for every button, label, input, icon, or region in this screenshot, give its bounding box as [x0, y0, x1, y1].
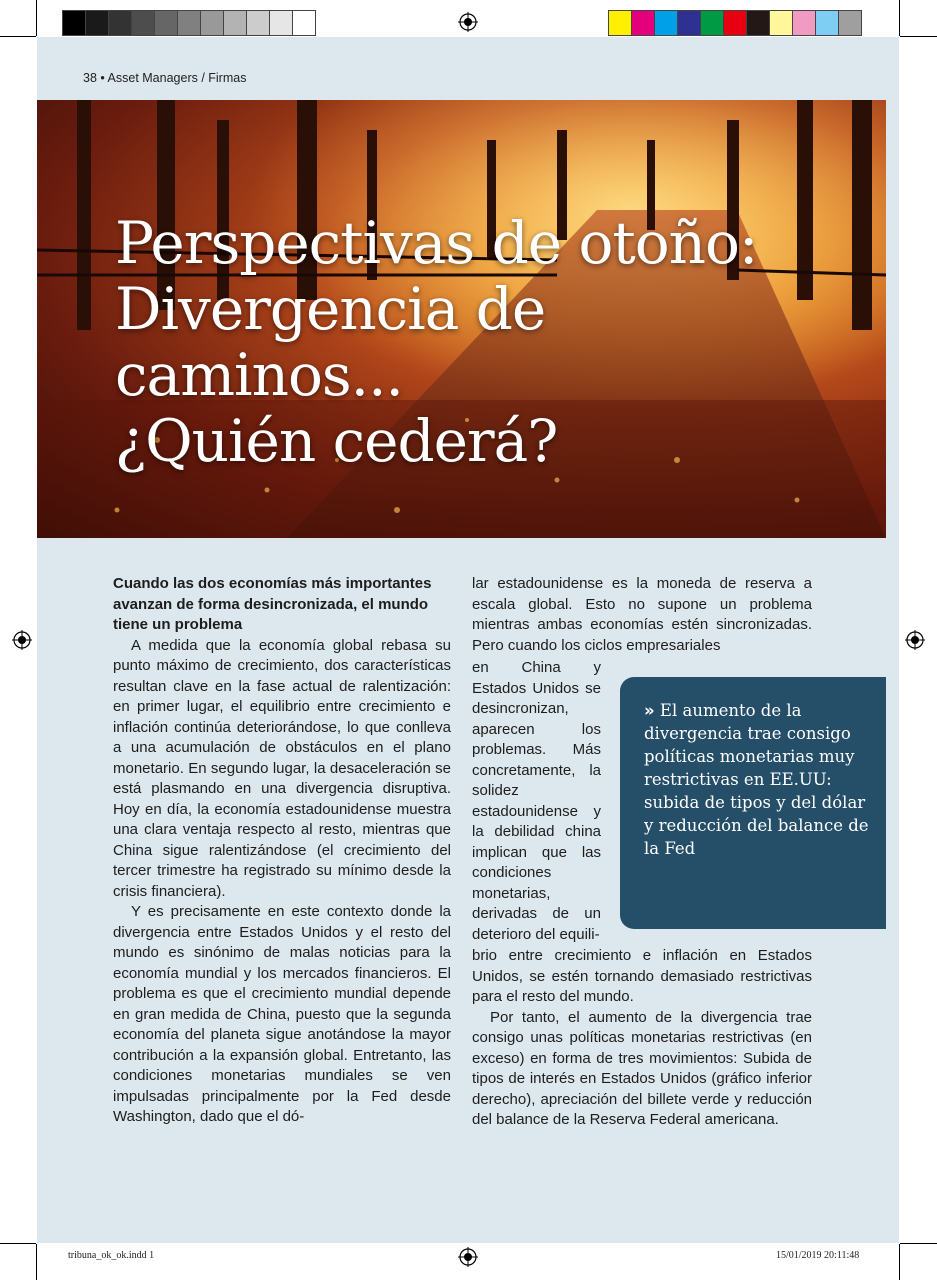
body-column-left [113, 574, 451, 1128]
pull-quote-text: El aumento de la divergencia trae consigo políticas monetarias muy restrictivas en EE.UU: subida de tipos y del dólar y reducción del balance de la Fed [644, 701, 869, 858]
body-column-right-bottom [472, 946, 812, 1131]
body-paragraph: brio entre crecimiento e inflación en Estados Unidos, se estén tornando demasiado restrictivas para el resto del mundo. [472, 947, 812, 1005]
color-swatch [700, 10, 724, 36]
body-paragraph: A medida que la economía global rebasa su punto máximo de crecimiento, dos características resultan clave en la fase actual de ralentización: en primer lugar, el equilibrio entre crecimiento e inflación continúa deteriorándose, lo que conlleva a una acumulación de obstáculos en el plano monetario. En segundo lugar, la desaceleración se está plasmando en una divergencia disruptiva. Hoy en día, la economía estadounidense muestra una clara ventaja respecto al resto, mientras que China sigue ralentizándose (el crecimiento del tercer trimestre ha registrado su mínimo desde la crisis financiera). [113, 636, 451, 900]
registration-mark-icon [458, 1247, 478, 1267]
grayscale-color-bar [62, 10, 315, 36]
magazine-page [37, 37, 899, 1243]
crop-mark [0, 1243, 36, 1244]
registration-mark-icon [458, 12, 478, 32]
pull-quote [620, 677, 886, 929]
color-swatch [815, 10, 839, 36]
color-swatch [62, 10, 86, 36]
color-swatch [631, 10, 655, 36]
color-swatch [269, 10, 293, 36]
article-headline: Perspectivas de otoño: Divergencia de caminos... ¿Quién cederá? [115, 209, 758, 475]
file-slug: tribuna_ok_ok.indd 1 [68, 1250, 155, 1261]
body-column-right-top [472, 574, 812, 656]
page-folio: 38 • Asset Managers / Firmas [83, 71, 247, 85]
body-paragraph: Y es precisamente en este contexto donde la divergencia entre Estados Unidos y el resto del mundo es sinónimo de malas noticias para la economía mundial y los mercados financieros. El problema es que el crecimiento mundial depende en gran medida de China, puesto que la segunda economía del planeta sigue anotándose la mayor contribución a la expansión global. Entretanto, las condiciones monetarias mundiales se ven impulsadas principalmente por la Fed desde Washington, dado que el dó- [113, 903, 451, 1125]
color-swatch [654, 10, 678, 36]
color-swatch [677, 10, 701, 36]
color-swatch [608, 10, 632, 36]
crop-mark [899, 1244, 900, 1280]
cmyk-color-bar [608, 10, 861, 36]
body-paragraph: en China y Estados Unidos se desincronizan, aparecen los problemas. Más concretamente, la solidez estadounidense y la debilidad china implican que las condiciones monetarias, derivadas de un deterioro del equili- [472, 659, 601, 943]
hero-image [37, 100, 886, 538]
color-swatch [108, 10, 132, 36]
color-swatch [177, 10, 201, 36]
color-swatch [292, 10, 316, 36]
color-swatch [154, 10, 178, 36]
crop-mark [0, 36, 36, 37]
print-timestamp: 15/01/2019 20:11:48 [776, 1250, 860, 1261]
color-swatch [723, 10, 747, 36]
color-swatch [85, 10, 109, 36]
color-swatch [200, 10, 224, 36]
color-swatch [246, 10, 270, 36]
crop-mark [36, 0, 37, 36]
crop-mark [36, 1244, 37, 1280]
quote-mark-icon: » [644, 701, 655, 720]
crop-mark [899, 0, 900, 36]
color-swatch [769, 10, 793, 36]
article-lead: Cuando las dos economías más importantes avanzan de forma desincronizada, el mundo tiene un problema [113, 575, 432, 633]
color-swatch [131, 10, 155, 36]
color-swatch [746, 10, 770, 36]
body-paragraph: Por tanto, el aumento de la divergencia trae consigo unas políticas monetarias restrictivas (en exceso) en forma de tres movimientos: Subida de tipos de interés en Estados Unidos (gráfico inferior derecho), apreciación del billete verde y reducción del balance de la Reserva Federal americana. [472, 1008, 812, 1128]
body-paragraph: lar estadounidense es la moneda de reserva a escala global. Esto no supone un problema mientras ambas economías estén sincronizadas. Pero cuando los ciclos empresariales [472, 575, 812, 654]
color-swatch [223, 10, 247, 36]
color-swatch [792, 10, 816, 36]
registration-mark-icon [905, 630, 925, 650]
crop-mark [900, 36, 937, 37]
body-column-right-narrow [472, 658, 601, 945]
registration-mark-icon [12, 630, 32, 650]
color-swatch [838, 10, 862, 36]
crop-mark [900, 1243, 937, 1244]
